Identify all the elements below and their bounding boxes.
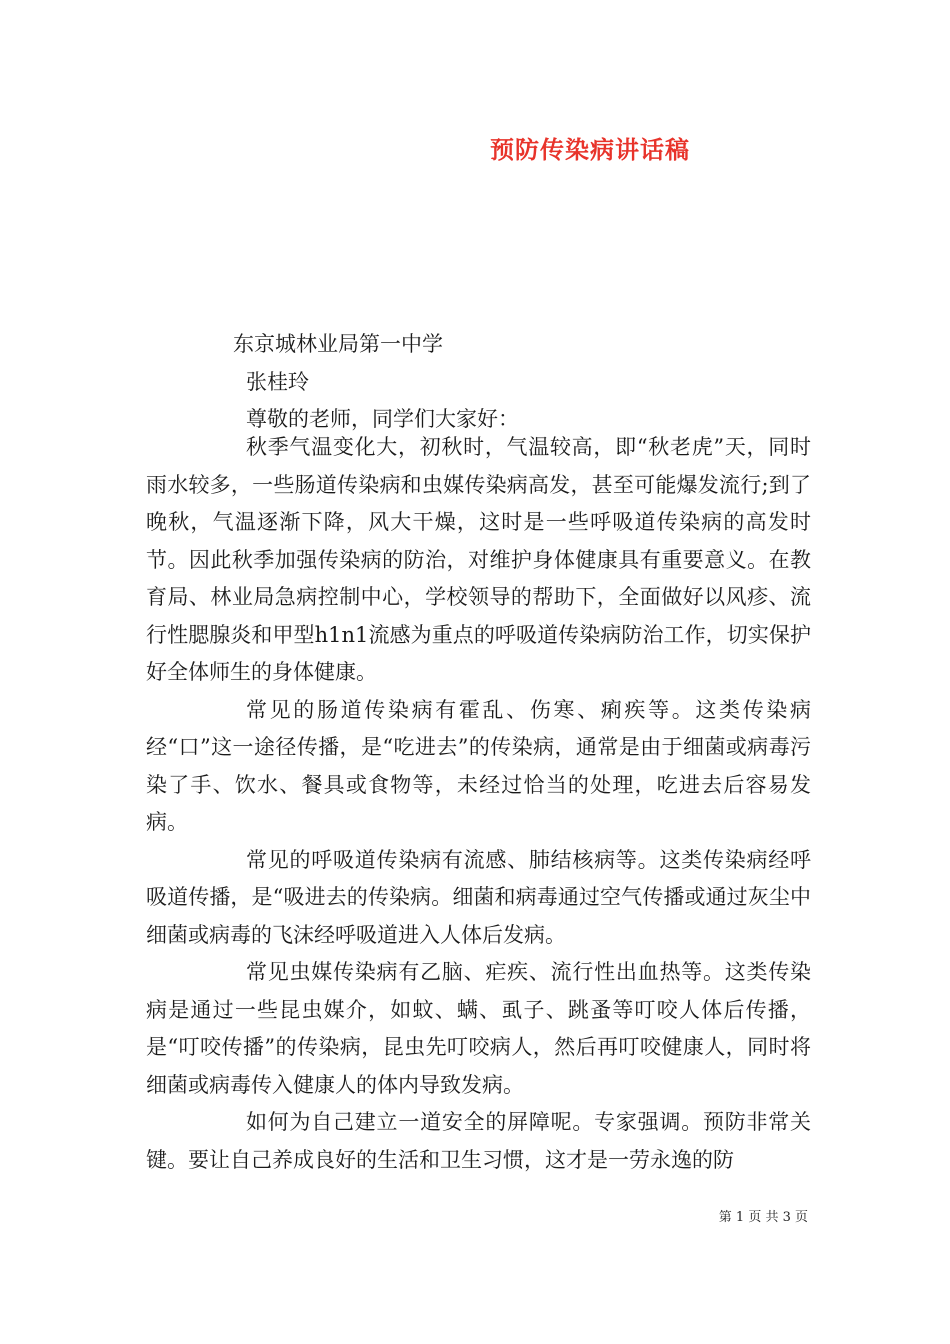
document-title: 预防传染病讲话稿 bbox=[490, 135, 690, 164]
paragraph: 秋季气温变化大，初秋时，气温较高，即“秋老虎”天，同时雨水较多，一些肠道传染病和虫媒传染病高发，甚至可能爆发流行;到了晚秋，气温逐渐下降，风大干燥，这时是一些呼吸道传染病的高发时节。因此秋季加强传染病的防治，对维护身体健康具有重要意义。在教育局、林业局急病控制中心，学校领导的帮助下，全面做好以风疹、流行性腮腺炎和甲型h1n1流感为重点的呼吸道传染病防治工作，切实保护好全体师生的身体健康。 bbox=[146, 435, 811, 684]
paragraph: 常见虫媒传染病有乙脑、疟疾、流行性出血热等。这类传染病是通过一些昆虫媒介，如蚊、螨、虱子、跳蚤等叮咬人体后传播，是“叮咬传播”的传染病，昆虫先叮咬病人，然后再叮咬健康人，同时将细菌或病毒传入健康人的体内导致发病。 bbox=[146, 960, 811, 1097]
school-name: 东京城林业局第一中学 bbox=[233, 332, 443, 356]
paragraph: 常见的肠道传染病有霍乱、伤寒、痢疾等。这类传染病经“口”这一途径传播，是“吃进去”的传染病，通常是由于细菌或病毒污染了手、饮水、餐具或食物等，未经过恰当的处理，吃进去后容易发病。 bbox=[146, 697, 811, 834]
paragraph: 常见的呼吸道传染病有流感、肺结核病等。这类传染病经呼吸道传播，是“吸进去的传染病。细菌和病毒通过空气传播或通过灰尘中细菌或病毒的飞沫经呼吸道进入人体后发病。 bbox=[146, 847, 811, 947]
body-text bbox=[146, 429, 811, 1179]
page-number: 第 1 页 共 3 页 bbox=[718, 1210, 808, 1225]
author-name: 张桂玲 bbox=[246, 370, 309, 394]
paragraph: 如何为自己建立一道安全的屏障呢。专家强调。预防非常关键。要让自己养成良好的生活和卫生习惯，这才是一劳永逸的防 bbox=[146, 1110, 811, 1172]
greeting: 尊敬的老师，同学们大家好： bbox=[246, 407, 519, 431]
